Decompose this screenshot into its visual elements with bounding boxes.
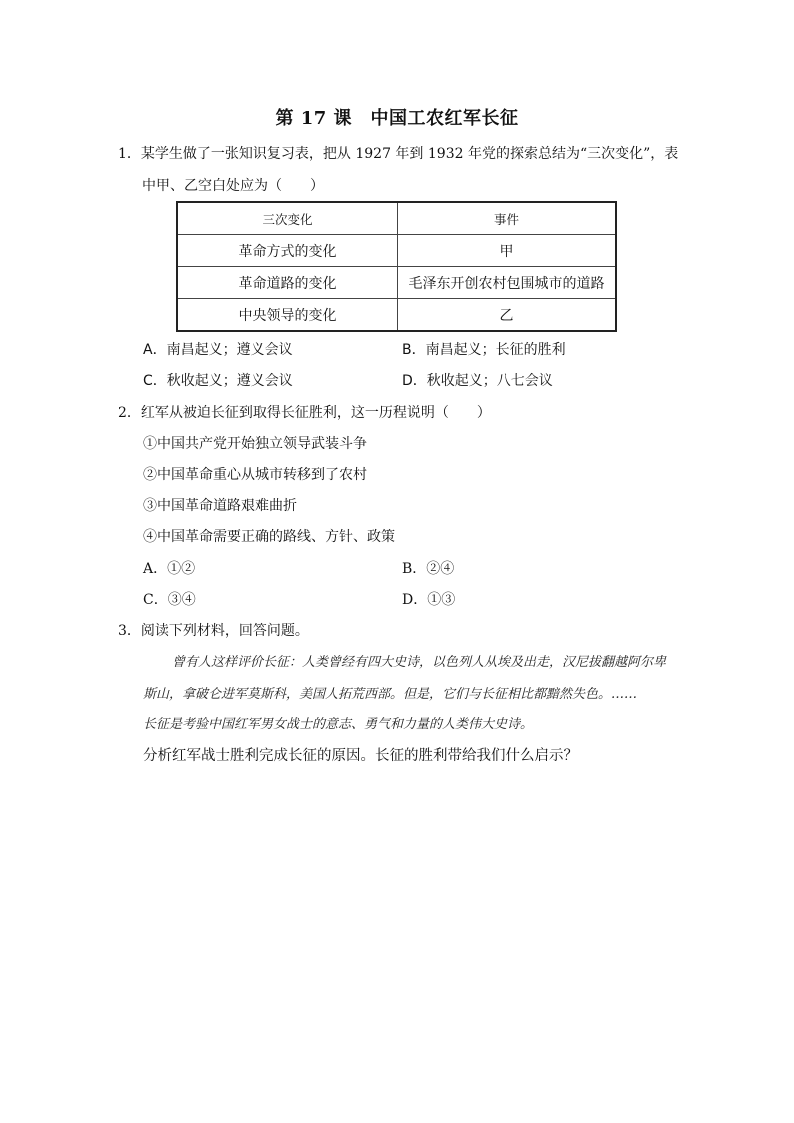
material-line: 斯山，拿破仑进军莫斯科，美国人拓荒西部。但是，它们与长征相比都黯然失色。…… xyxy=(143,687,638,702)
question-1-option-c: C．秋收起义；遵义会议 xyxy=(143,373,293,389)
question-2-option-b: B．②④ xyxy=(402,561,455,577)
question-2-option-c: C．③④ xyxy=(143,592,196,608)
question-2-item: ①中国共产党开始独立领导武装斗争 xyxy=(143,436,367,452)
question-1-stem-line-1: 1．某学生做了一张知识复习表，把从 1927 年到 1932 年党的探索总结为“三次变化”，表 xyxy=(118,146,679,162)
material-line: 长征是考验中国红军男女战士的意志、勇气和力量的人类伟大史诗。 xyxy=(143,717,534,732)
table-cell: 革命方式的变化 xyxy=(177,235,398,267)
question-2-option-a: A．①② xyxy=(143,561,196,577)
table-header-cell: 事件 xyxy=(398,202,617,235)
question-2-stem: 2．红军从被迫长征到取得长征胜利，这一历程说明（ ） xyxy=(118,405,491,421)
question-2-option-d: D．①③ xyxy=(402,592,456,608)
question-1-option-a: A．南昌起义；遵义会议 xyxy=(143,342,293,358)
question-1-option-d: D．秋收起义；八七会议 xyxy=(402,373,553,389)
material-line: 曾有人这样评价长征：人类曾经有四大史诗，以色列人从埃及出走，汉尼拔翻越阿尔卑 xyxy=(172,655,667,670)
table-cell: 甲 xyxy=(398,235,617,267)
table-header-cell: 三次变化 xyxy=(177,202,398,235)
question-2-item: ③中国革命道路艰难曲折 xyxy=(143,498,297,514)
question-2-item: ④中国革命需要正确的路线、方针、政策 xyxy=(143,529,395,545)
page-title: 第 17 课 中国工农红军长征 xyxy=(275,108,519,129)
question-3-stem: 3．阅读下列材料，回答问题。 xyxy=(118,623,309,639)
table-header-row xyxy=(177,202,616,235)
table-cell: 乙 xyxy=(398,299,617,332)
table-row xyxy=(177,299,616,332)
knowledge-table xyxy=(176,201,617,332)
question-3-prompt: 分析红军战士胜利完成长征的原因。长征的胜利带给我们什么启示？ xyxy=(143,748,578,764)
table-cell: 毛泽东开创农村包围城市的道路 xyxy=(398,267,617,299)
table-row xyxy=(177,267,616,299)
question-1-option-b: B．南昌起义；长征的胜利 xyxy=(402,342,566,358)
question-2-item: ②中国革命重心从城市转移到了农村 xyxy=(143,467,367,483)
table-cell: 中央领导的变化 xyxy=(177,299,398,332)
table-row xyxy=(177,235,616,267)
table-cell: 革命道路的变化 xyxy=(177,267,398,299)
question-1-stem-line-2: 中甲、乙空白处应为（ ） xyxy=(142,178,324,194)
